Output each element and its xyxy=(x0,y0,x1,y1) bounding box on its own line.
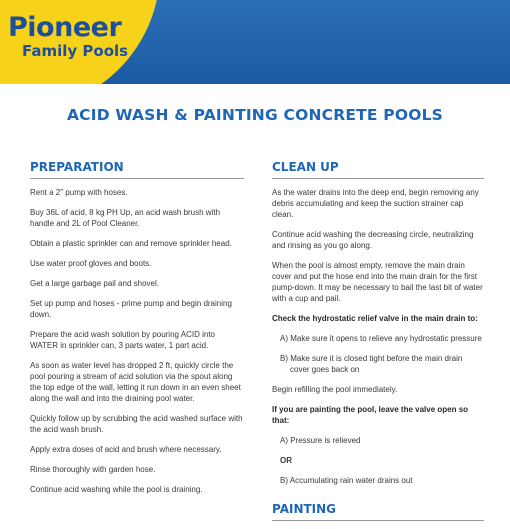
or-label: OR xyxy=(280,456,292,465)
page-title: ACID WASH & PAINTING CONCRETE POOLS xyxy=(66,106,444,124)
prep-item: Get a large garbage pail and shovel. xyxy=(30,279,159,288)
painting-option-a: A) Pressure is relieved xyxy=(280,436,361,445)
prep-item: Apply extra doses of acid and brush where necessary. xyxy=(30,445,222,454)
painting-heading: PAINTING xyxy=(272,502,484,521)
cleanup-paragraph: When the pool is almost empty, remove the main drain cover and put the hose end into the main drain for the first pump-down. It may be necessary to bail the last bit of water with a cup and pail. xyxy=(272,261,483,303)
painting-note: If you are painting the pool, leave the valve open so that: xyxy=(272,405,469,425)
painting-option-b: B) Accumulating rain water drains out xyxy=(280,476,413,485)
prep-item: Continue acid washing while the pool is draining. xyxy=(30,485,203,494)
header-banner xyxy=(0,0,510,84)
prep-item: Obtain a plastic sprinkler can and remove sprinkler head. xyxy=(30,239,232,248)
logo[interactable] xyxy=(8,14,128,60)
prep-item: Prepare the acid wash solution by pouring ACID into WATER in sprinkler can, 3 parts water, 1 part acid. xyxy=(30,330,215,350)
prep-item: Quickly follow up by scrubbing the acid washed surface with the acid wash brush. xyxy=(30,414,243,434)
cleanup-column xyxy=(272,160,484,529)
valve-check-a: A) Make sure it opens to relieve any hydrostatic pressure xyxy=(280,334,482,343)
cleanup-heading: CLEAN UP xyxy=(272,160,484,179)
prep-item: Rent a 2" pump with hoses. xyxy=(30,188,128,197)
prep-item: As soon as water level has dropped 2 ft, quickly circle the pool pouring a stream of acid solution via the spout along the top edge of the wall, letting it run down in an even sheet along the wall and into the draining pool water. xyxy=(30,361,241,403)
valve-check-b: B) Make sure it is closed tight before the main drain cover goes back on xyxy=(280,354,463,374)
preparation-heading: PREPARATION xyxy=(30,160,244,179)
prep-item: Buy 36L of acid, 8 kg PH Up, an acid wash brush with handle and 2L of Pool Cleaner. xyxy=(30,208,221,228)
preparation-column xyxy=(30,160,244,504)
refill-note: Begin refilling the pool immediately. xyxy=(272,385,398,394)
cleanup-paragraph: As the water drains into the deep end, begin removing any debris accumulating and keep the suction strainer cap clean. xyxy=(272,188,479,219)
logo-brand: Pioneer xyxy=(8,12,122,43)
prep-item: Use water proof gloves and boots. xyxy=(30,259,152,268)
cleanup-paragraph: Continue acid washing the decreasing circle, neutralizing and rinsing as you go along. xyxy=(272,230,474,250)
valve-check-heading: Check the hydrostatic relief valve in the main drain to: xyxy=(272,314,478,323)
prep-item: Set up pump and hoses - prime pump and begin draining down. xyxy=(30,299,232,319)
logo-subtitle: Family Pools xyxy=(22,42,129,60)
prep-item: Rinse thoroughly with garden hose. xyxy=(30,465,156,474)
